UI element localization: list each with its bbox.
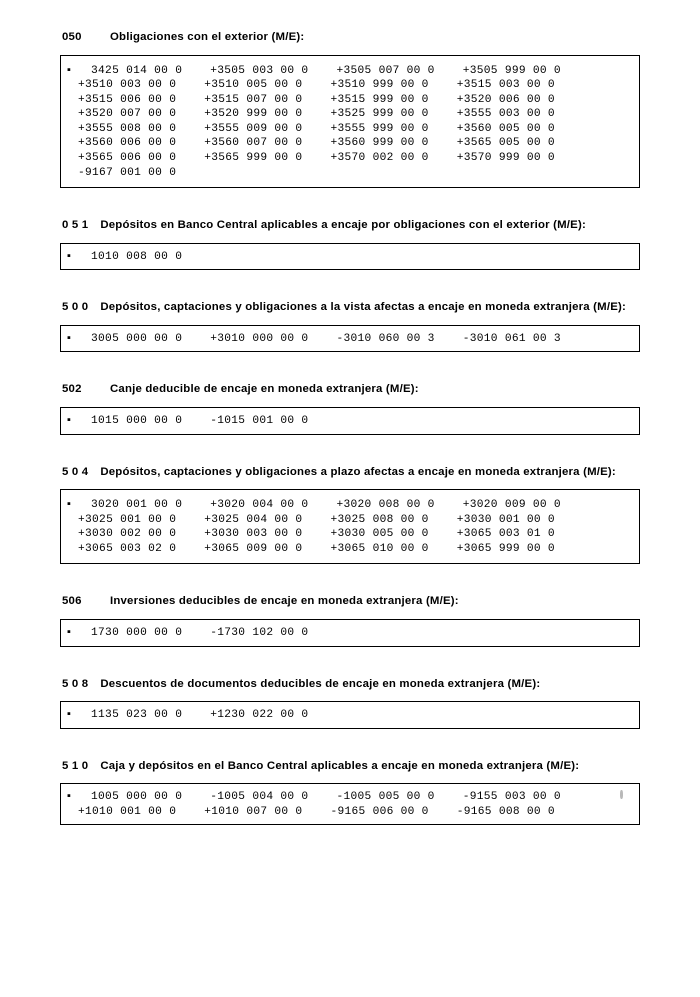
section-heading [62,465,662,481]
section-gap [0,270,700,300]
section-heading [62,759,662,775]
code-row: 1010 008 00 0 [77,250,183,263]
code-box [60,489,640,564]
code-rows [67,249,633,265]
code-box [60,783,640,825]
section-gap [0,564,700,594]
code-row: +3565 006 00 0 +3565 999 00 0 +3570 002 00 0 +3570 999 00 0 [71,152,555,165]
code-row: 1730 000 00 0 -1730 102 00 0 [77,626,309,639]
code-row: 1005 000 00 0 -1005 004 00 0 -1005 005 00 0 -9155 003 00 0 [77,791,561,804]
section-heading [62,594,662,610]
code-row: +3520 007 00 0 +3520 999 00 0 +3525 999 00 0 +3555 003 00 0 [71,108,555,121]
code-box [60,243,640,271]
section-502 [0,382,700,434]
section-heading [62,382,662,398]
bullet-marker: ▪ [67,708,72,720]
section-number: 5 0 4 [62,465,89,478]
top-margin [0,0,700,30]
code-row: 3020 001 00 0 +3020 004 00 0 +3020 008 00 0 +3020 009 00 0 [77,499,561,512]
section-title: Caja y depósitos en el Banco Central aplicables a encaje en moneda extranjera (M/E): [100,759,580,772]
code-box [60,619,640,647]
code-row: 3005 000 00 0 +3010 000 00 0 -3010 060 00 3 -3010 061 00 3 [77,332,561,345]
section-title: Inversiones deducibles de encaje en moneda extranjera (M/E): [110,595,459,608]
section-title: Descuentos de documentos deducibles de encaje en moneda extranjera (M/E): [100,677,541,690]
bullet-marker: ▪ [67,498,72,511]
section-title: Canje deducible de encaje en moneda extranjera (M/E): [110,383,419,396]
section-number: 502 [62,383,82,396]
section-050 [0,30,700,188]
code-rows [67,789,633,819]
code-box [60,701,640,729]
code-row: 1015 000 00 0 -1015 001 00 0 [77,414,309,427]
scan-artifact [620,790,623,799]
section-heading [62,30,662,46]
code-row: +3555 008 00 0 +3555 009 00 0 +3555 999 00 0 +3560 005 00 0 [71,122,555,135]
section-number: 5 0 8 [62,677,89,690]
section-title: Obligaciones con el exterior (M/E): [110,31,305,43]
section-500 [0,300,700,352]
code-row: +3510 003 00 0 +3510 005 00 0 +3510 999 00 0 +3515 003 00 0 [71,79,555,92]
section-heading [62,218,662,234]
section-gap [0,647,700,677]
section-heading [62,300,662,316]
bullet-marker: ▪ [67,331,72,344]
code-row: 1135 023 00 0 +1230 022 00 0 [77,709,309,721]
code-row: +3515 006 00 0 +3515 007 00 0 +3515 999 00 0 +3520 006 00 0 [71,93,555,106]
bullet-marker: ▪ [67,249,72,262]
code-box [60,55,640,189]
bullet-marker: ▪ [67,625,72,638]
section-508 [0,677,700,729]
code-row: +1010 001 00 0 +1010 007 00 0 -9165 006 00 0 -9165 008 00 0 [71,805,555,818]
code-row: -9167 001 00 0 [71,166,177,179]
section-number: 0 5 1 [62,219,89,232]
bullet-marker: ▪ [67,790,72,803]
code-rows [67,331,633,347]
section-504 [0,465,700,565]
code-row: 3425 014 00 0 +3505 003 00 0 +3505 007 00 0 +3505 999 00 0 [77,64,561,77]
code-row: +3560 006 00 0 +3560 007 00 0 +3560 999 00 0 +3565 005 00 0 [71,137,555,150]
code-rows [67,625,633,641]
section-number: 5 0 0 [62,301,89,314]
section-number: 506 [62,595,82,608]
section-gap [0,352,700,382]
section-506 [0,594,700,646]
code-box [60,407,640,435]
section-title: Depósitos, captaciones y obligaciones a plazo afectas a encaje en moneda extranjera (M/E): [100,465,616,478]
section-title: Depósitos, captaciones y obligaciones a la vista afectas a encaje en moneda extranjera (M/E): [100,301,627,314]
section-number: 050 [62,31,82,43]
section-title: Depósitos en Banco Central aplicables a encaje por obligaciones con el exterior (M/E): [100,219,586,232]
section-510 [0,759,700,826]
code-rows [67,413,633,429]
code-row: +3025 001 00 0 +3025 004 00 0 +3025 008 00 0 +3030 001 00 0 [71,513,555,526]
section-heading [62,677,662,693]
bullet-marker: ▪ [67,413,72,426]
code-row: +3065 003 02 0 +3065 009 00 0 +3065 010 00 0 +3065 999 00 0 [71,542,555,555]
section-gap [0,188,700,218]
code-box [60,325,640,353]
code-rows [67,707,633,723]
code-rows [67,63,633,181]
section-051 [0,218,700,270]
section-gap [0,729,700,759]
code-row: +3030 002 00 0 +3030 003 00 0 +3030 005 00 0 +3065 003 01 0 [71,528,555,541]
bullet-marker: ▪ [67,63,72,76]
code-rows [67,497,633,556]
section-number: 5 1 0 [62,759,89,772]
section-gap [0,435,700,465]
